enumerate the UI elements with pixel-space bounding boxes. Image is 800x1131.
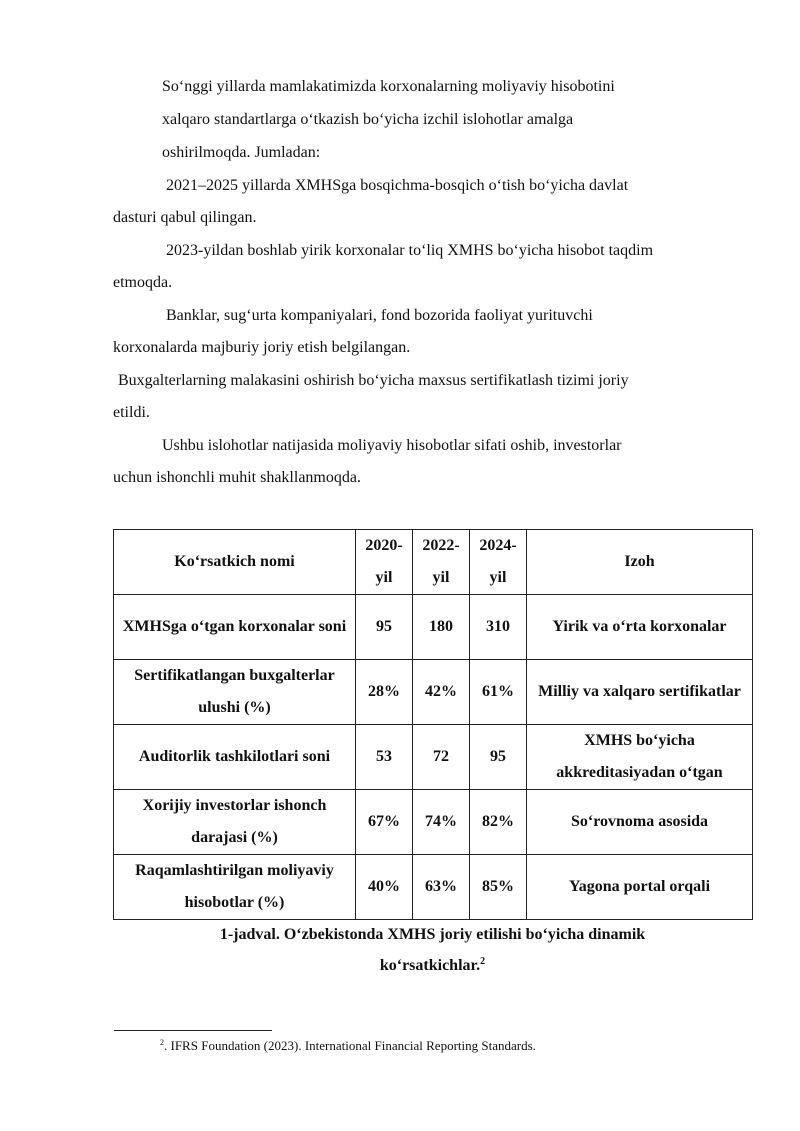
- footnote: [160, 1038, 536, 1054]
- table-caption: [113, 919, 752, 981]
- table-cell: Yirik va o‘rta korxonalar: [527, 595, 753, 660]
- footnote-separator: [114, 1030, 272, 1031]
- table-cell: 53: [356, 725, 413, 790]
- indicators-table: [113, 529, 753, 920]
- paragraph-line: uchun ishonchli muhit shakllanmoqda.: [113, 469, 361, 486]
- paragraph-line: Ushbu islohotlar natijasida moliyaviy hisobotlar sifati oshib, investorlar: [162, 437, 622, 454]
- table-cell: 40%: [356, 855, 413, 920]
- paragraph-line: So‘nggi yillarda mamlakatimizda korxonalarning moliyaviy hisobotini: [162, 78, 615, 95]
- table-row: [114, 660, 753, 725]
- table-cell: So‘rovnoma asosida: [527, 790, 753, 855]
- paragraph-line: Buxgalterlarning malakasini oshirish bo‘yicha maxsus sertifikatlash tizimi joriy: [118, 372, 629, 389]
- table-row: [114, 790, 753, 855]
- caption-line: 1-jadval. O‘zbekistonda XMHS joriy etilishi bo‘yicha dinamik: [219, 926, 646, 943]
- paragraph-line: dasturi qabul qilingan.: [113, 209, 257, 226]
- table-cell: 42%: [413, 660, 470, 725]
- caption-line: [113, 950, 752, 981]
- header-cell: 2022-yil: [413, 530, 470, 595]
- table-cell: Sertifikatlangan buxgalterlar ulushi (%): [114, 660, 356, 725]
- table-cell: 61%: [470, 660, 527, 725]
- footnote-mark: 2: [160, 1038, 164, 1047]
- table-cell: 82%: [470, 790, 527, 855]
- caption-text: ko‘rsatkichlar.: [379, 957, 481, 974]
- paragraph-line: oshirilmoqda. Jumladan:: [162, 144, 321, 161]
- header-cell: 2020-yil: [356, 530, 413, 595]
- table-cell: 28%: [356, 660, 413, 725]
- footnote-text: . IFRS Foundation (2023). International Financial Reporting Standards.: [164, 1038, 536, 1053]
- table-cell: 95: [356, 595, 413, 660]
- table-cell: 310: [470, 595, 527, 660]
- table-header-row: [114, 530, 753, 595]
- table-cell: Yagona portal orqali: [527, 855, 753, 920]
- paragraph-line: 2023-yildan boshlab yirik korxonalar to‘liq XMHS bo‘yicha hisobot taqdim: [166, 242, 654, 259]
- header-cell: Ko‘rsatkich nomi: [114, 530, 356, 595]
- table-cell: XMHSga o‘tgan korxonalar soni: [114, 595, 356, 660]
- table-row: [114, 595, 753, 660]
- header-cell: Izoh: [527, 530, 753, 595]
- paragraph-line: etmoqda.: [113, 274, 173, 291]
- table-cell: Raqamlashtirilgan moliyaviy hisobotlar (%): [114, 855, 356, 920]
- table-cell: 95: [470, 725, 527, 790]
- table-cell: Milliy va xalqaro sertifikatlar: [527, 660, 753, 725]
- footnote-reference: 2: [480, 956, 486, 967]
- table-cell: 67%: [356, 790, 413, 855]
- table-cell: 85%: [470, 855, 527, 920]
- table-cell: 180: [413, 595, 470, 660]
- paragraph-line: etildi.: [113, 404, 150, 421]
- table-cell: XMHS bo‘yicha akkreditasiyadan o‘tgan: [527, 725, 753, 790]
- paragraph-line: 2021–2025 yillarda XMHSga bosqichma-bosqich o‘tish bo‘yicha davlat: [166, 177, 629, 194]
- table-cell: Auditorlik tashkilotlari soni: [114, 725, 356, 790]
- table-cell: Xorijiy investorlar ishonch darajasi (%): [114, 790, 356, 855]
- paragraph-line: Banklar, sug‘urta kompaniyalari, fond bozorida faoliyat yurituvchi: [166, 307, 593, 324]
- table-cell: 74%: [413, 790, 470, 855]
- table-cell: 63%: [413, 855, 470, 920]
- paragraph-line: korxonalarda majburiy joriy etish belgilangan.: [113, 339, 411, 356]
- table-cell: 72: [413, 725, 470, 790]
- table-row: [114, 725, 753, 790]
- table-row: [114, 855, 753, 920]
- paragraph-line: xalqaro standartlarga o‘tkazish bo‘yicha izchil islohotlar amalga: [162, 111, 574, 128]
- header-cell: 2024-yil: [470, 530, 527, 595]
